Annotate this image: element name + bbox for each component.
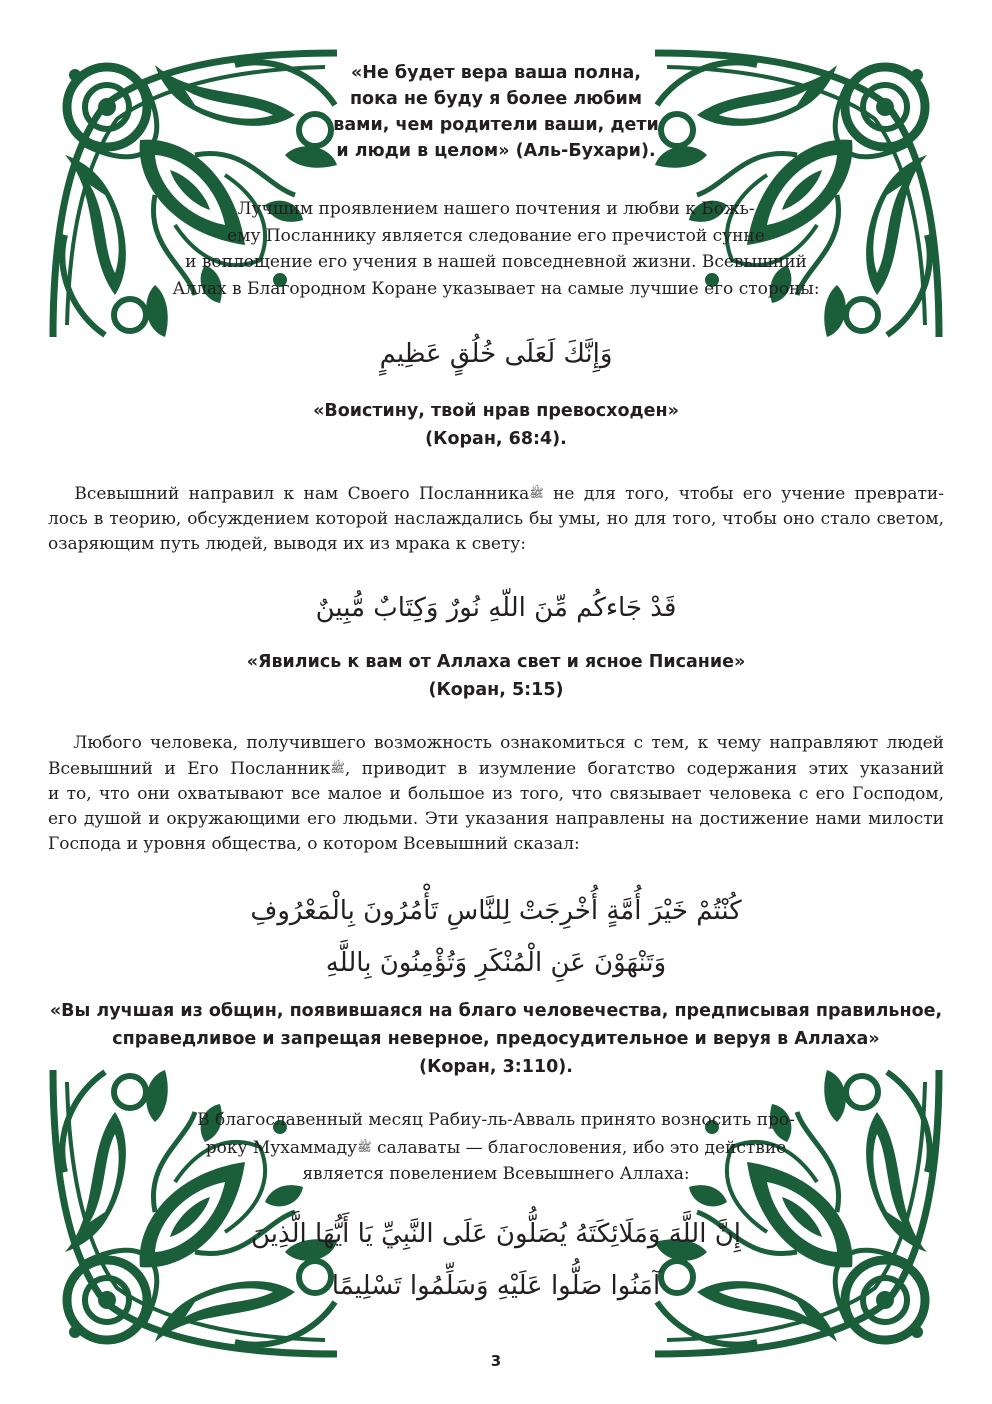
arabic-line: وَتَنْهَوْنَ عَنِ الْمُنْكَرِ وَتُؤْمِنُونَ بِاللَّهِ — [325, 948, 667, 978]
quran-reference: (Коран, 3:110). — [419, 1057, 573, 1077]
hadith-line: пока не буду я более любим — [349, 89, 643, 109]
hadith-quote — [0, 60, 992, 164]
ayah-arabic — [0, 885, 992, 989]
arabic-line: كُنْتُمْ خَيْرَ أُمَّةٍ أُخْرِجَتْ لِلنَّاسِ تَأْمُرُونَ بِالْمَعْرُوفِ — [250, 896, 742, 926]
text-fragment: Всевышний направил к нам Своего Посланника — [74, 484, 530, 504]
hadith-line: вами, чем родители ваши, дети — [333, 115, 659, 135]
page-number: 3 — [490, 1352, 502, 1370]
paragraph-line: является повелением Всевышнего Аллаха: — [302, 1164, 690, 1184]
paragraph-line: В благославенный месяц Рабиу-ль-Авваль принято возносить про- — [197, 1110, 795, 1130]
text-fragment: Всевышний и Его Посланник — [48, 759, 331, 779]
ayah-arabic — [0, 1208, 992, 1312]
text-fragment: , приводит в изумление богатство содержания этих указаний — [344, 759, 944, 779]
ayah-arabic: قَدْ جَاءكُم مِّنَ اللّهِ نُورٌ وَكِتَابٌ مُّبِينٌ — [315, 593, 677, 623]
quran-reference: (Коран, 68:4). — [425, 429, 567, 449]
salawat-glyph: ﷺ — [529, 486, 544, 500]
text-fragment: Любого человека, получившего возможность ознакомиться с тем, к чему направляют людей — [73, 733, 944, 753]
paragraph-line: озаряющим путь людей, выводя их из мрака к свету: — [48, 534, 527, 554]
ayah-translation — [0, 648, 992, 704]
paragraph-line — [48, 731, 944, 756]
paragraph-line — [0, 1134, 992, 1162]
paragraph-line — [48, 481, 944, 507]
intro-paragraph — [0, 196, 992, 302]
text-fragment: салаваты — благословения, ибо это действие — [371, 1137, 787, 1158]
intro-line: Лучшим проявлением нашего почтения и любви к Божь- — [237, 199, 755, 219]
intro-line: и воплощение его учения в нашей повседневной жизни. Всевышний — [185, 252, 807, 272]
translation-line: «Воистину, твой нрав превосходен» — [313, 401, 679, 421]
ayah-translation — [0, 997, 992, 1081]
text-fragment: не для того, чтобы его учение преврати- — [543, 484, 945, 504]
paragraph-line: его душой и окружающими его людьми. Эти указания направлены на достижение нами милости — [48, 809, 944, 829]
paragraph-line: лось в теорию, обсуждением которой наслаждались бы умы, но для того, чтобы оно стало светом, — [48, 509, 944, 529]
salawat-glyph: ﷺ — [357, 1139, 372, 1154]
text-fragment: року Мухаммаду — [205, 1137, 358, 1158]
hadith-line: «Не будет вера ваша полна, — [351, 63, 641, 83]
translation-line: справедливое и запрещая неверное, предосудительное и веруя в Аллаха» — [112, 1029, 880, 1049]
ayah-translation — [0, 397, 992, 453]
salawat-glyph: ﷺ — [330, 761, 345, 775]
arabic-line: آمَنُوا صَلُّوا عَلَيْهِ وَسَلِّمُوا تَسْلِيمًا — [331, 1271, 661, 1301]
translation-line: «Вы лучшая из общин, появившаяся на благо человечества, предписывая правильное, — [49, 1001, 943, 1021]
intro-line: Аллах в Благородном Коране указывает на самые лучшие его стороны: — [172, 278, 820, 299]
translation-line: «Явились к вам от Аллаха свет и ясное Писание» — [246, 652, 746, 672]
paragraph-line — [48, 756, 944, 782]
arabic-line: إِنَّ اللَّهَ وَمَلَائِكَتَهُ يُصَلُّونَ عَلَى النَّبِيِّ يَا أَيُّهَا الَّذِينَ — [250, 1219, 742, 1249]
body-paragraph — [0, 1107, 992, 1188]
ayah-arabic: وَإِنَّكَ لَعَلَى خُلُقٍ عَظِيمٍ — [379, 339, 613, 369]
body-paragraph — [48, 481, 944, 557]
paragraph-line: и то, что они охватывают все малое и большое из того, что связывает человека с его Господом, — [48, 784, 944, 804]
quran-reference: (Коран, 5:15) — [428, 680, 564, 700]
intro-line: ему Посланнику является следование его пречистой сунне — [227, 225, 765, 246]
body-paragraph — [48, 731, 944, 857]
paragraph-line: Господа и уровня общества, о котором Всевышний сказал: — [48, 834, 580, 854]
hadith-line: и люди в целом» (Аль-Бухари). — [336, 141, 656, 161]
